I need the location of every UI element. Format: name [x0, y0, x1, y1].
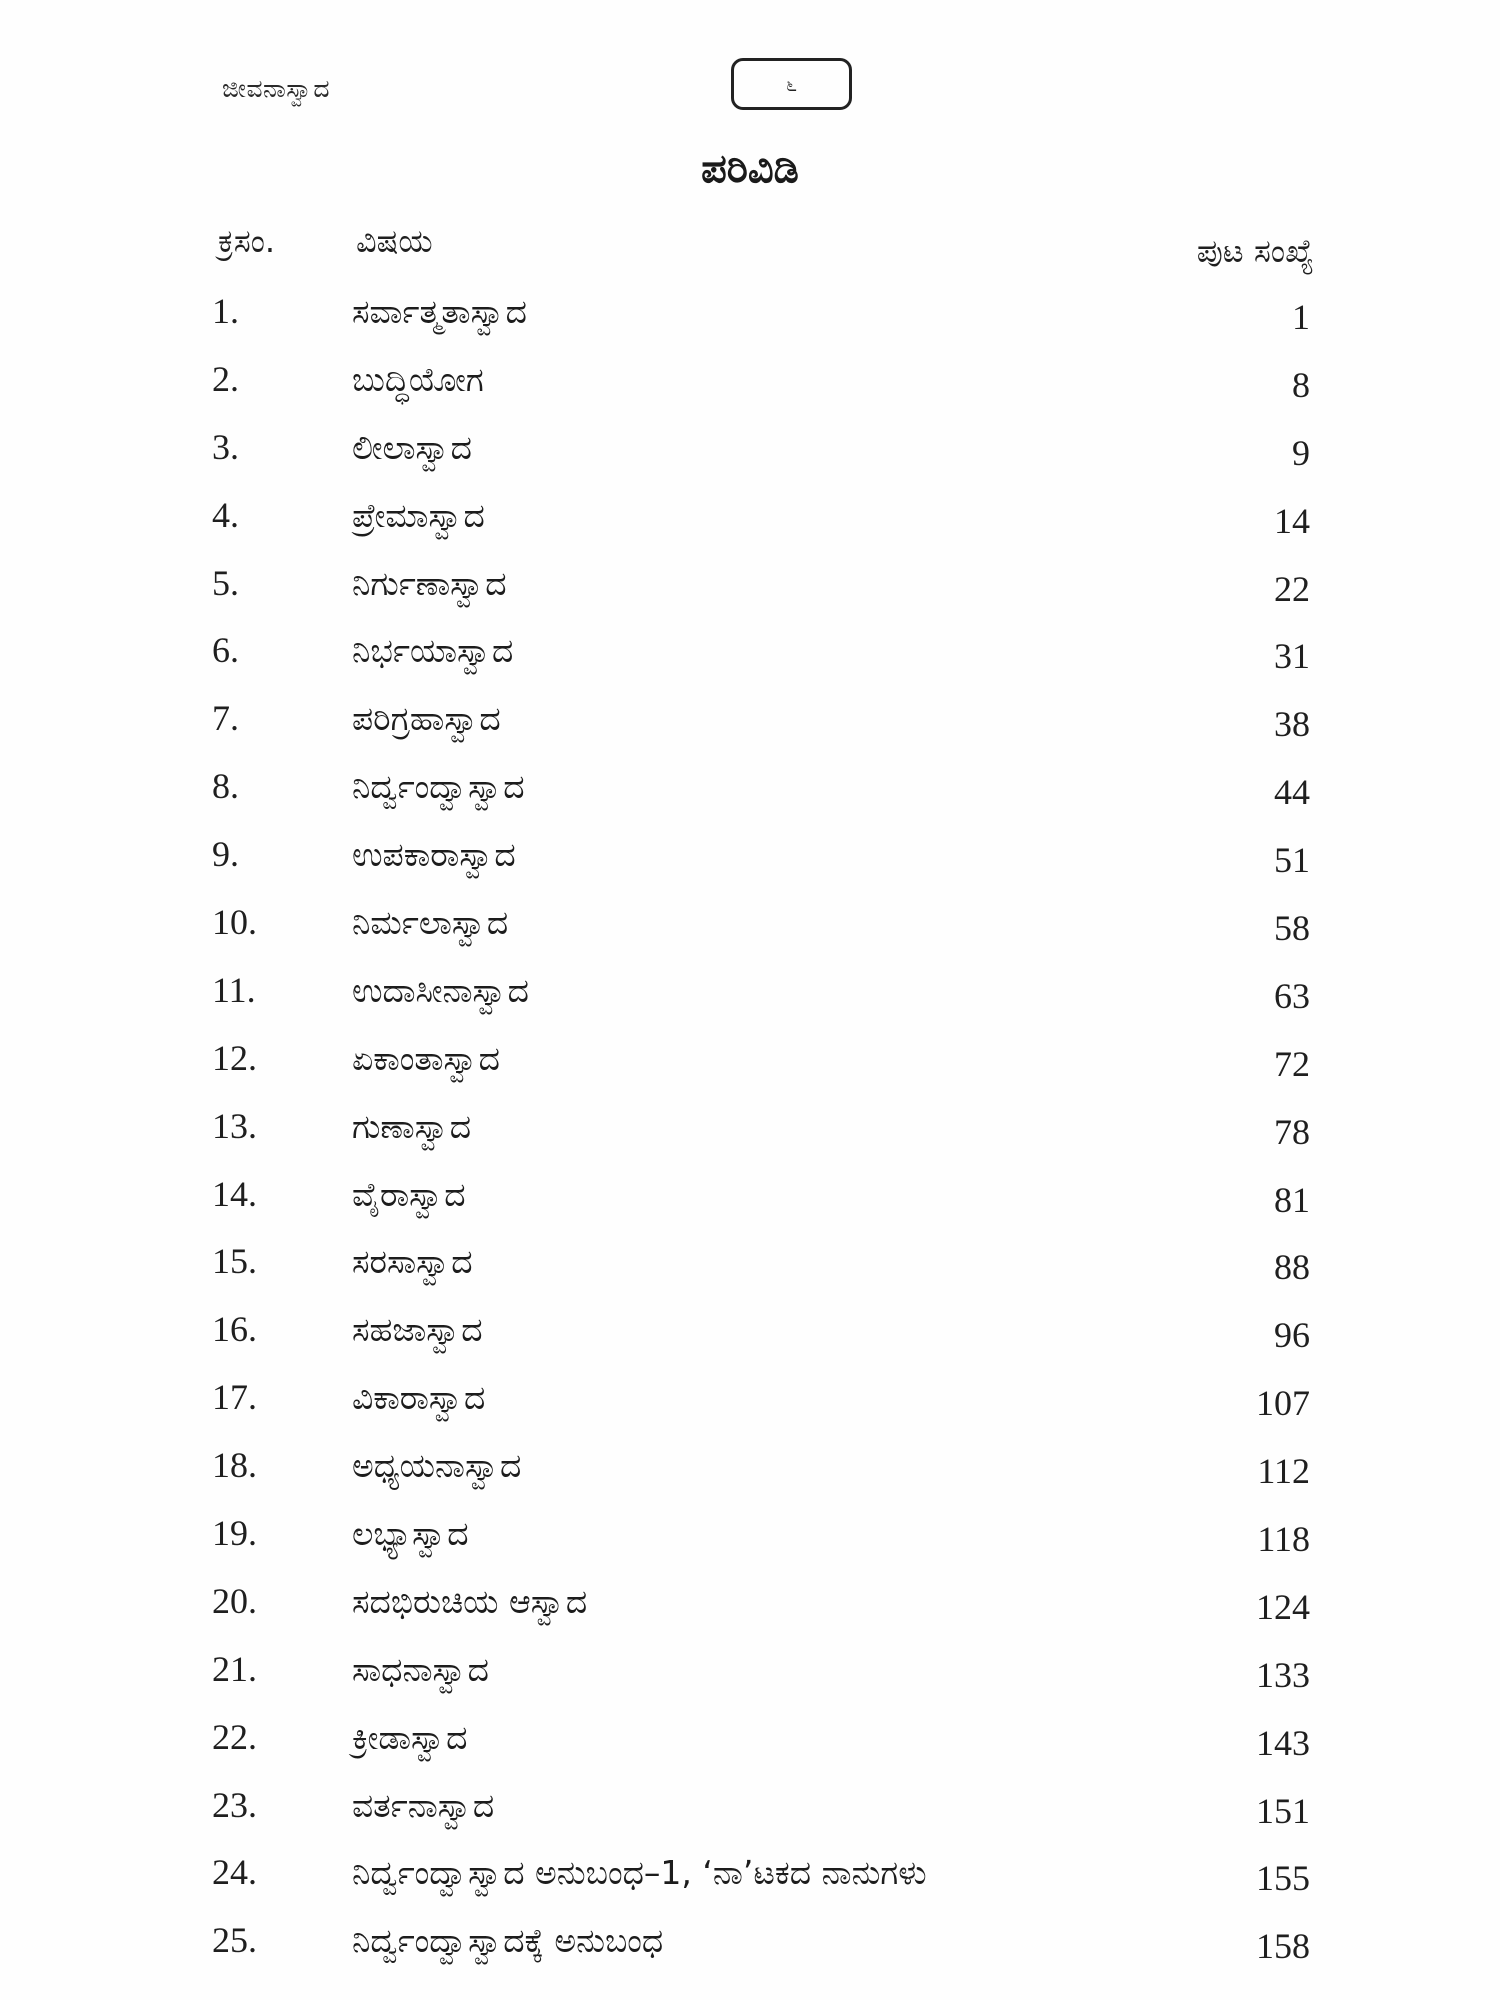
entry-number: 25. [212, 1920, 257, 1961]
entry-subject: ಏಕಾಂತಾಸ್ವಾದ [352, 1038, 500, 1078]
entry-page-number: 72 [1274, 1043, 1310, 1084]
entry-number: 21. [212, 1648, 257, 1689]
entry-number: 19. [212, 1513, 257, 1554]
entry-number: 10. [212, 902, 257, 943]
entry-subject: ಅಧ್ಯಯನಾಸ್ವಾದ [352, 1446, 522, 1486]
entry-subject: ಕ್ರೀಡಾಸ್ವಾದ [352, 1717, 468, 1757]
entry-page-number: 44 [1274, 772, 1310, 813]
entry-subject: ಗುಣಾಸ್ವಾದ [352, 1106, 472, 1146]
entry-number: 23. [212, 1784, 257, 1825]
entry-subject: ಸರಸಾಸ್ವಾದ [352, 1242, 473, 1282]
toc-entry [0, 1915, 1500, 1983]
entry-number: 6. [212, 630, 239, 671]
entry-page-number: 9 [1292, 432, 1310, 473]
entry-subject: ವೈರಾಸ್ವಾದ [352, 1174, 466, 1214]
entry-subject: ಸಾಧನಾಸ್ವಾದ [352, 1649, 489, 1689]
toc-entry [0, 897, 1500, 965]
entry-page-number: 81 [1274, 1179, 1310, 1220]
entry-page-number: 158 [1256, 1926, 1310, 1967]
entry-subject: ಲಭ್ಯಾಸ್ವಾದ [352, 1514, 469, 1554]
toc-entry [0, 1372, 1500, 1440]
entry-page-number: 63 [1274, 975, 1310, 1016]
entry-number: 20. [212, 1580, 257, 1621]
entry-number: 2. [212, 358, 239, 399]
toc-entry [0, 625, 1500, 693]
entry-subject: ನಿರ್ಗುಣಾಸ್ವಾದ [352, 563, 507, 603]
entry-subject: ನಿರ್ದ್ವಂದ್ವಾಸ್ವಾದ [352, 767, 525, 807]
column-page-heading: ಪುಟ ಸಂಖ್ಯೆ [1196, 232, 1314, 270]
toc-entry [0, 1304, 1500, 1372]
entry-subject: ನಿರ್ದ್ವಂದ್ವಾಸ್ವಾದ ಅನುಬಂಧ–1, ‘ನಾ’ಟಕದ ನಾನುಗಳು [352, 1853, 927, 1893]
table-of-contents [0, 286, 1500, 1983]
toc-entry [0, 1236, 1500, 1304]
entry-number: 22. [212, 1716, 257, 1757]
entry-subject: ನಿರ್ಭಯಾಸ್ವಾದ [352, 631, 514, 671]
toc-entry [0, 558, 1500, 626]
entry-number: 14. [212, 1173, 257, 1214]
toc-header [0, 222, 1500, 278]
column-number-heading: ಕ್ರಸಂ. [218, 222, 276, 260]
entry-page-number: 51 [1274, 840, 1310, 881]
entry-subject: ಬುದ್ಧಿಯೋಗ [352, 359, 484, 399]
toc-entry [0, 286, 1500, 354]
entry-subject: ವರ್ತನಾಸ್ವಾದ [352, 1785, 495, 1825]
entry-subject: ಪ್ರೇಮಾಸ್ವಾದ [352, 495, 485, 535]
entry-number: 16. [212, 1309, 257, 1350]
entry-number: 24. [212, 1852, 257, 1893]
entry-page-number: 78 [1274, 1111, 1310, 1152]
toc-entry [0, 693, 1500, 761]
entry-page-number: 151 [1256, 1790, 1310, 1831]
entry-page-number: 88 [1274, 1247, 1310, 1288]
entry-subject: ನಿರ್ಮಲಾಸ್ವಾದ [352, 903, 509, 943]
entry-number: 7. [212, 698, 239, 739]
entry-page-number: 8 [1292, 364, 1310, 405]
toc-entry [0, 965, 1500, 1033]
entry-page-number: 38 [1274, 704, 1310, 745]
toc-entry [0, 1847, 1500, 1915]
entry-page-number: 133 [1256, 1654, 1310, 1695]
entry-subject: ವಿಕಾರಾಸ್ವಾದ [352, 1378, 486, 1418]
toc-entry [0, 1440, 1500, 1508]
entry-subject: ಸರ್ವಾತ್ಮತಾಸ್ವಾದ [352, 292, 527, 331]
toc-entry [0, 1780, 1500, 1848]
entry-page-number: 118 [1257, 1519, 1310, 1560]
running-head: ಜೀವನಾಸ್ವಾದ [222, 74, 331, 103]
toc-entry [0, 1576, 1500, 1644]
toc-entry [0, 422, 1500, 490]
toc-entry [0, 1169, 1500, 1237]
entry-number: 11. [212, 969, 256, 1010]
toc-entry [0, 1101, 1500, 1169]
entry-page-number: 1 [1292, 297, 1310, 337]
entry-number: 18. [212, 1445, 257, 1486]
entry-number: 15. [212, 1241, 257, 1282]
entry-number: 17. [212, 1377, 257, 1418]
entry-subject: ಸಹಜಾಸ್ವಾದ [352, 1310, 483, 1350]
column-subject-heading: ವಿಷಯ [356, 222, 433, 260]
entry-page-number: 155 [1256, 1858, 1310, 1899]
entry-page-number: 143 [1256, 1722, 1310, 1763]
toc-entry [0, 1644, 1500, 1712]
entry-subject: ಪರಿಗ್ರಹಾಸ್ವಾದ [352, 699, 501, 739]
toc-entry [0, 354, 1500, 422]
entry-page-number: 31 [1274, 636, 1310, 677]
entry-number: 1. [212, 291, 239, 331]
toc-entry [0, 829, 1500, 897]
entry-subject: ನಿರ್ದ್ವಂದ್ವಾಸ್ವಾದಕ್ಕೆ ಅನುಬಂಧ [352, 1921, 664, 1961]
entry-page-number: 14 [1274, 500, 1310, 541]
entry-subject: ಉದಾಸೀನಾಸ್ವಾದ [352, 970, 529, 1010]
entry-number: 9. [212, 834, 239, 875]
entry-subject: ಸದಭಿರುಚಿಯ ಆಸ್ವಾದ [352, 1581, 588, 1621]
entry-page-number: 124 [1256, 1586, 1310, 1627]
entry-page-number: 22 [1274, 568, 1310, 609]
entry-number: 8. [212, 766, 239, 807]
entry-number: 13. [212, 1105, 257, 1146]
entry-number: 12. [212, 1037, 257, 1078]
page-number: ೬ [731, 58, 852, 110]
toc-entry [0, 1033, 1500, 1101]
toc-entry [0, 1508, 1500, 1576]
entry-subject: ಲೀಲಾಸ್ವಾದ [352, 427, 472, 467]
entry-page-number: 96 [1274, 1315, 1310, 1356]
toc-entry [0, 1712, 1500, 1780]
toc-entry [0, 490, 1500, 558]
entry-page-number: 58 [1274, 908, 1310, 949]
entry-subject: ಉಪಕಾರಾಸ್ವಾದ [352, 835, 516, 875]
toc-entry [0, 761, 1500, 829]
entry-number: 5. [212, 562, 239, 603]
entry-number: 3. [212, 426, 239, 467]
entry-page-number: 112 [1257, 1451, 1310, 1492]
page-title: ಪರಿವಿಡಿ [701, 146, 799, 192]
entry-number: 4. [212, 494, 239, 535]
entry-page-number: 107 [1256, 1383, 1310, 1424]
